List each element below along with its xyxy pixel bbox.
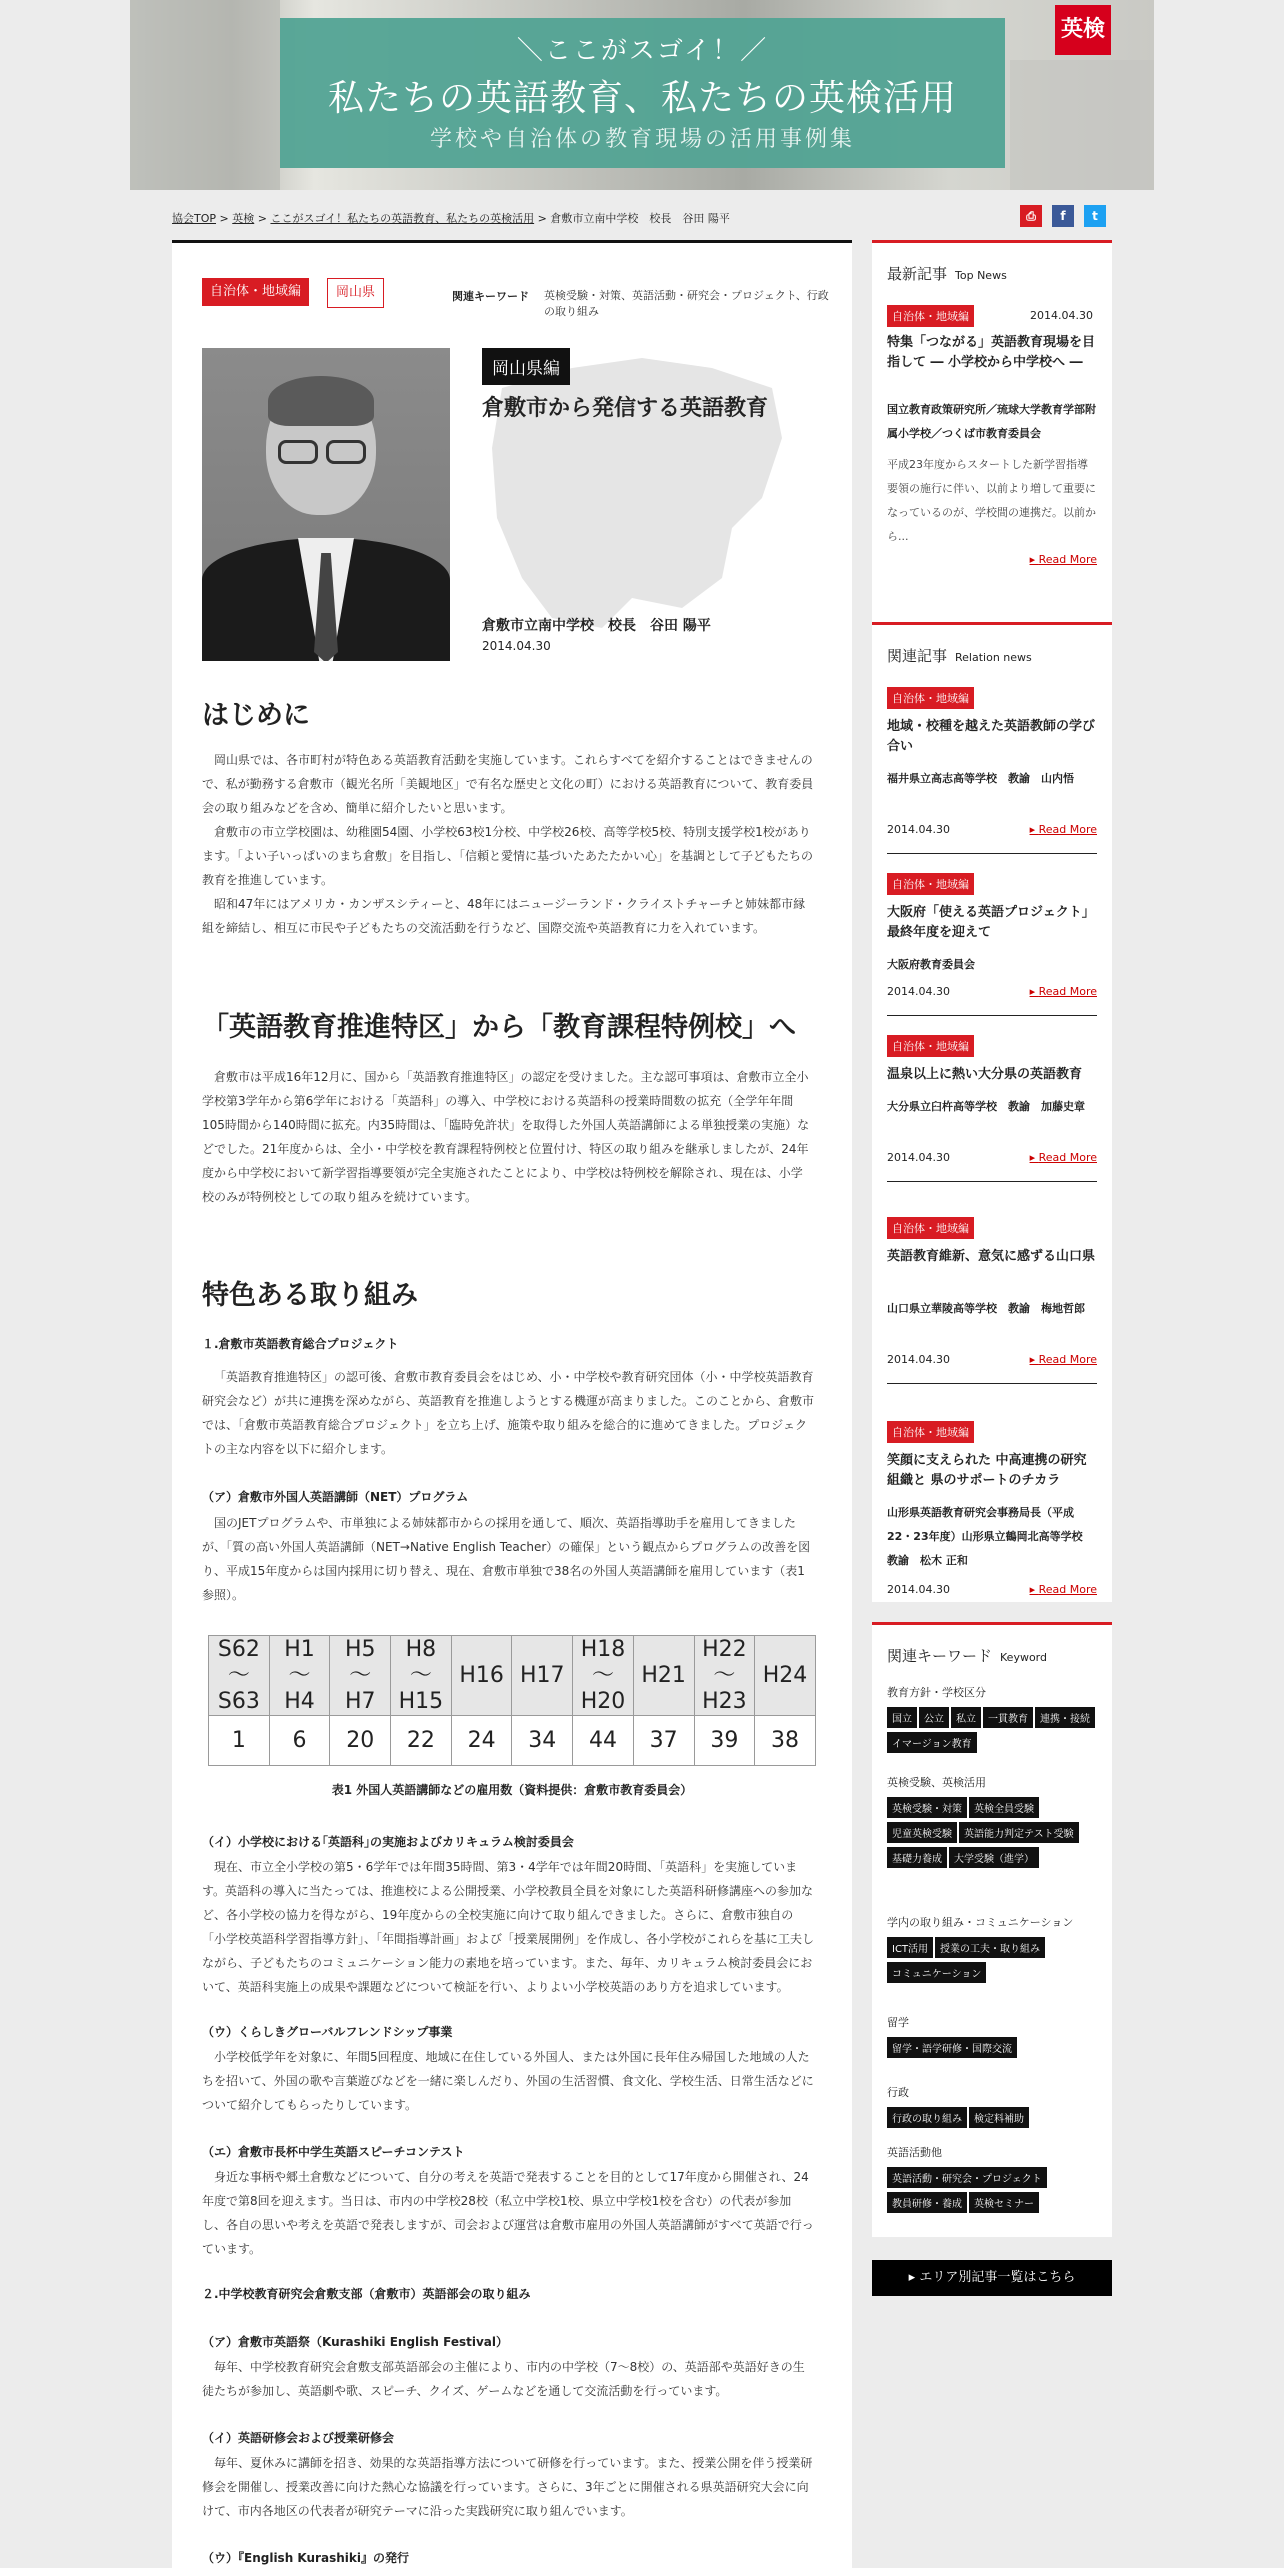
related-title[interactable]: 大阪府「使える英語プロジェクト」最終年度を迎えて xyxy=(887,905,1095,940)
keywords-text: 英検受験・対策、英語活動・研究会・プロジェクト、行政の取り組み xyxy=(544,289,829,318)
staff-table xyxy=(208,1635,816,1766)
keyword-chip[interactable]: 大学受験（進学） xyxy=(949,1847,1039,1868)
subsection-heading: （イ）英語研修会および授業研修会 xyxy=(202,2431,395,2445)
section-text: 倉敷市は平成16年12月に、国から「英語教育推進特区」の認定を受けました。主な認可事項は、倉敷市立全小学校第3学年から第6学年における「英語科」の導入、中学校における英語科の授業時間数の拡充（全学年年間105時間から140時間に拡充。内35時間は、「臨時免許状」を取得した外国人英語講師による単独授業の実施）などでした。21年度からは、全小・中学校を教育課程特例校と位置付け、特区の取り組みを継承しましたが、24年度から中学校において新学習指導要領が完全実施されたことにより、中学校は特例校を解除され、現在は、小学校のみが特例校としての取り組みを続けています。 xyxy=(202,1070,810,1204)
table-year-cell xyxy=(755,1636,816,1716)
keyword-chip[interactable]: 英語活動・研究会・プロジェクト xyxy=(887,2167,1047,2188)
table-value-cell: 22 xyxy=(391,1716,452,1766)
table-value-cell: 1 xyxy=(209,1716,270,1766)
year-text: H7 xyxy=(344,1688,376,1714)
banner-photo xyxy=(1010,60,1154,190)
related-sub: 福井県立高志高等学校 教諭 山内悟 xyxy=(887,772,1074,785)
subsection-heading: ２.中学校教育研究会倉敷支部（倉敷市）英語部会の取り組み xyxy=(202,2287,531,2301)
breadcrumb-link[interactable]: 協会TOP xyxy=(172,212,217,225)
banner-subtitle: 学校や自治体の教育現場の活用事例集 xyxy=(429,127,855,152)
keyword-chip[interactable]: ICT活用 xyxy=(887,1937,933,1958)
year-text: H16 xyxy=(459,1662,504,1688)
table-year-cell xyxy=(209,1636,270,1716)
subsection-heading: （ウ）『English Kurashiki』の発行 xyxy=(202,2551,409,2565)
keyword-group-label: 学内の取り組み・コミュニケーション xyxy=(887,1916,1074,1929)
year-text: 〜 xyxy=(591,1662,614,1688)
keyword-group-label: 留学 xyxy=(887,2016,909,2029)
table-value-cell: 38 xyxy=(755,1716,816,1766)
keyword-chip[interactable]: 検定料補助 xyxy=(969,2107,1029,2128)
article-title: 倉敷市から発信する英語教育 xyxy=(482,396,769,421)
keywords-heading: 関連キーワード Keyword xyxy=(887,1647,1047,1665)
year-text: 〜 xyxy=(349,1662,372,1688)
related-read-more[interactable]: ▸ Read More xyxy=(1030,1151,1097,1164)
related-date: 2014.04.30 xyxy=(887,823,950,836)
section-heading: 「英語教育推進特区」から「教育課程特例校」へ xyxy=(202,1012,796,1043)
related-news-card xyxy=(872,622,1112,1602)
year-text: H18 xyxy=(580,1636,626,1662)
year-text: H15 xyxy=(398,1688,444,1714)
table-year-cell xyxy=(330,1636,391,1716)
area-list-button[interactable]: ▸ エリア別記事一覧はこちら xyxy=(872,2260,1112,2296)
latest-sub: 国立教育政策研究所／琉球大学教育学部附属小学校／つくば市教育委員会 xyxy=(887,403,1096,440)
keyword-chip[interactable]: 授業の工夫・取り組み xyxy=(935,1937,1045,1958)
latest-text: 平成23年度からスタートした新学習指導要領の施行に伴い、以前より増して重要になっているのが、学校間の連携だ。以前から... xyxy=(887,458,1096,543)
related-tag[interactable]: 自治体・地域編 xyxy=(887,873,974,895)
table-value-cell: 39 xyxy=(694,1716,755,1766)
related-date: 2014.04.30 xyxy=(887,985,950,998)
banner-title: 私たちの英語教育、私たちの英検活用 xyxy=(327,78,957,119)
author-photo xyxy=(202,348,450,661)
hero-banner xyxy=(130,0,1154,190)
year-text: H5 xyxy=(344,1636,376,1662)
table-value-cell: 6 xyxy=(269,1716,330,1766)
related-title[interactable]: 笑顔に支えられた 中高連携の研究組織と 県のサポートのチカラ xyxy=(887,1453,1087,1488)
eiken-logo[interactable]: 英検 xyxy=(1055,5,1111,55)
article xyxy=(172,240,852,2568)
keyword-group xyxy=(887,1915,1102,1987)
table-year-cell xyxy=(633,1636,694,1716)
table-value-cell: 34 xyxy=(512,1716,573,1766)
year-text: H22 xyxy=(702,1636,747,1662)
breadcrumb-link[interactable]: ここがスゴイ！私たちの英語教育、私たちの英検活用 xyxy=(270,212,535,225)
related-tag[interactable]: 自治体・地域編 xyxy=(887,1217,974,1239)
latest-read-more[interactable]: ▸ Read More xyxy=(1030,553,1097,566)
year-text: H8 xyxy=(405,1636,437,1662)
table-year-cell xyxy=(512,1636,573,1716)
table-value-cell: 24 xyxy=(451,1716,512,1766)
keyword-chip[interactable]: 連携・接続 xyxy=(1035,1707,1095,1728)
year-text: 〜 xyxy=(227,1662,250,1688)
year-text: H17 xyxy=(520,1662,565,1688)
subsection-heading: （イ）小学校における｢英語科｣の実施およびカリキュラム検討委員会 xyxy=(202,1835,574,1849)
related-sub: 山形県英語教育研究会事務局長（平成22・23年度）山形県立鶴岡北高等学校 教諭 松木 正和 xyxy=(887,1506,1094,1567)
subsection-heading: （エ）倉敷市長杯中学生英語スピーチコンテスト xyxy=(202,2145,465,2159)
prefecture-badge: 岡山県編 xyxy=(482,348,570,385)
section-text: 身近な事柄や郷土倉敷などについて、自分の考えを英語で発表することを目的として17年度から開催され、24年度で第8回を迎えます。当日は、市内の中学校28校（私立中学校1校、県立中学校1校を含む）の代表が参加し、各自の思いや考えを英語で発表しますが、司会および運営は倉敷市雇用の外国人英語講師がすべて英語で行っています。 xyxy=(202,2170,814,2256)
table-caption: 表1 外国人英語講師などの雇用数（資料提供：倉敷市教育委員会） xyxy=(331,1783,693,1797)
article-author: 倉敷市立南中学校 校長 谷田 陽平 xyxy=(482,618,711,634)
year-text: 〜 xyxy=(713,1662,736,1688)
related-title[interactable]: 地域・校種を越えた英語教師の学び合い xyxy=(887,719,1096,754)
section-text: 毎年、夏休みに講師を招き、効果的な英語指導方法について研修を行っています。また、授業公開を伴う授業研修会を開催し、授業改善に向けた熱心な協議を行っています。さらに、3年ごとに開催される県英語研究大会に向けて、市内各地区の代表者が研究テーマに沿った実践研究に取り組んでいます。 xyxy=(202,2456,813,2518)
divider xyxy=(887,1383,1097,1384)
keyword-chip[interactable]: 公立 xyxy=(919,1707,949,1728)
related-heading: 関連記事 Relation news xyxy=(887,647,1032,665)
year-text: H4 xyxy=(284,1688,315,1714)
section-heading: はじめに xyxy=(202,700,310,731)
keyword-chip[interactable]: 留学・語学研修・国際交流 xyxy=(887,2037,1017,2058)
keyword-group xyxy=(887,2145,1102,2217)
table-value-cell: 20 xyxy=(330,1716,391,1766)
keyword-chip[interactable]: 基礎力養成 xyxy=(887,1847,947,1868)
category-tag[interactable]: 自治体・地域編 xyxy=(202,278,309,306)
article-date: 2014.04.30 xyxy=(482,639,551,653)
table-year-cell xyxy=(573,1636,634,1716)
latest-title[interactable]: 特集「つながる」英語教育現場を目指して ― 小学校から中学校へ ― xyxy=(887,335,1096,370)
related-date: 2014.04.30 xyxy=(887,1583,950,1596)
keyword-group xyxy=(887,1775,1102,1872)
subsection-heading: １.倉敷市英語教育総合プロジェクト xyxy=(202,1337,399,1351)
year-text: S63 xyxy=(217,1688,260,1714)
keyword-chip[interactable]: 国立 xyxy=(887,1707,917,1728)
section-text: 岡山県では、各市町村が特色ある英語教育活動を実施しています。これらすべてを紹介することはできませんので、私が勤務する倉敷市（観光名所「美観地区」で有名な歴史と文化の町）における英語教育について、教育委員会の取り組みなどを含め、簡単に紹介したいと思います。 倉敷市の市立学校園は、幼稚園54園、小学校63校1分校、中学校26校、高等学校5校、特別支援学校1校があります。「よい子いっぱいのまち倉敷」を目指し、「信頼と愛情に基づいたあたたかい心」を基調として子どもたちの教育を推進しています。 昭和47年にはアメリカ・カンザスシティーと、48年にはニュージーランド・クライストチャーチと姉妹都市縁組を締結し、相互に市民や子どもたちの交流活動を行うなど、国際交流や英語教育に力を入れています。 xyxy=(202,753,814,935)
breadcrumb-link[interactable]: 英検 xyxy=(232,212,255,225)
latest-date: 2014.04.30 xyxy=(1030,309,1093,322)
keyword-chip[interactable]: 英検全員受験 xyxy=(969,1797,1039,1818)
keyword-chip[interactable]: 教員研修・養成 xyxy=(887,2192,967,2213)
related-date: 2014.04.30 xyxy=(887,1353,950,1366)
twitter-icon[interactable]: t xyxy=(1084,205,1106,227)
year-text: S62 xyxy=(217,1636,260,1662)
print-icon[interactable]: ⎙ xyxy=(1020,205,1042,227)
prefecture-tag[interactable]: 岡山県 xyxy=(327,278,384,308)
keyword-group-label: 英検受験、英検活用 xyxy=(887,1776,986,1789)
section-text: 毎年、中学校教育研究会倉敷支部英語部会の主催により、市内の中学校（7〜8校）の、英語部や英語好きの生徒たちが参加し、英語劇や歌、スピーチ、クイズ、ゲームなどを通して交流活動を行っています。 xyxy=(202,2360,805,2398)
subsection-heading: （ア）倉敷市外国人英語講師（NET）プログラム xyxy=(202,1490,469,1504)
keyword-chip[interactable]: 一貫教育 xyxy=(983,1707,1033,1728)
section-heading: 特色ある取り組み xyxy=(202,1280,418,1311)
keyword-chip[interactable]: イマージョン教育 xyxy=(887,1732,977,1753)
year-text: H23 xyxy=(702,1688,747,1714)
related-date: 2014.04.30 xyxy=(887,1151,950,1164)
keyword-group-label: 英語活動他 xyxy=(887,2146,942,2159)
table-year-cell xyxy=(269,1636,330,1716)
keyword-group-label: 行政 xyxy=(887,2086,909,2099)
keyword-chip[interactable]: 行政の取り組み xyxy=(887,2107,967,2128)
related-title[interactable]: 英語教育維新、意気に感ずる山口県 xyxy=(887,1249,1096,1264)
latest-news-card xyxy=(872,240,1112,640)
table-year-cell xyxy=(451,1636,512,1716)
related-read-more[interactable]: ▸ Read More xyxy=(1030,823,1097,836)
subsection-heading: （ア）倉敷市英語祭（Kurashiki English Festival） xyxy=(202,2335,509,2349)
related-read-more[interactable]: ▸ Read More xyxy=(1030,1353,1097,1366)
related-read-more[interactable]: ▸ Read More xyxy=(1030,1583,1097,1596)
related-tag[interactable]: 自治体・地域編 xyxy=(887,687,974,709)
facebook-icon[interactable]: f xyxy=(1052,205,1074,227)
keywords-label: 関連キーワード xyxy=(452,290,529,303)
banner-catch: ＼ここがスゴイ！／ xyxy=(516,36,769,66)
related-sub: 大分県立臼杵高等学校 教諭 加藤史章 xyxy=(887,1100,1085,1113)
keywords-card xyxy=(872,1622,1112,2237)
section-text: 「英語教育推進特区」の認可後、倉敷市教育委員会をはじめ、小・中学校や教育研究団体（小・中学校英語教育研究会など）が共に連携を深めながら、英語教育を推進しようとする機運が高まりました。このことから、倉敷市では、「倉敷市英語教育総合プロジェクト」を立ち上げ、施策や取り組みを総合的に進めてきました。プロジェクトの主な内容を以下に紹介します。 xyxy=(202,1370,815,1456)
related-sub: 大阪府教育委員会 xyxy=(887,958,975,971)
keyword-chip[interactable]: コミュニケーション xyxy=(887,1962,986,1983)
section-text: 国のJETプログラムや、市単独による姉妹都市からの採用を通して、順次、英語指導助手を雇用してきましたが、「質の高い外国人英語講師（NET→Native English Teacher）の確保」という観点からプログラムの改善を図り、平成15年度からは国内採用に切り替え、現在、倉敷市単独で38名の外国人英語講師を雇用しています（表1参照）。 xyxy=(202,1516,811,1602)
keyword-group xyxy=(887,1685,1102,1757)
section-text: 小学校低学年を対象に、年間5回程度、地域に在住している外国人、または外国に長年住み帰国した地域の人たちを招いて、外国の歌や言葉遊びなどを一緒に楽しんだり、外国の生活習慣、食文化、学校生活、日常生活などについて紹介してもらったりしています。 xyxy=(202,2050,814,2112)
related-tag[interactable]: 自治体・地域編 xyxy=(887,1421,974,1443)
keyword-chip[interactable]: 英検セミナー xyxy=(969,2192,1039,2213)
table-value-cell: 37 xyxy=(633,1716,694,1766)
year-text: H20 xyxy=(580,1688,626,1714)
related-title[interactable]: 温泉以上に熱い大分県の英語教育 xyxy=(887,1067,1083,1082)
latest-tag[interactable]: 自治体・地域編 xyxy=(887,305,974,327)
year-text: H24 xyxy=(762,1662,808,1688)
year-text: 〜 xyxy=(288,1662,311,1688)
banner-photo xyxy=(130,0,280,190)
keyword-chip[interactable]: 児童英検受験 xyxy=(887,1822,957,1843)
divider xyxy=(887,853,1097,854)
keyword-chip[interactable]: 私立 xyxy=(951,1707,981,1728)
related-read-more[interactable]: ▸ Read More xyxy=(1030,985,1097,998)
year-text: H1 xyxy=(284,1636,315,1662)
breadcrumb: 協会TOP > 英検 > ここがスゴイ！私たちの英語教育、私たちの英検活用 > 倉敷市立南中学校 校長 谷田 陽平 xyxy=(172,212,730,225)
latest-heading: 最新記事 Top News xyxy=(887,265,1007,283)
keyword-group xyxy=(887,2085,1102,2132)
table-year-cell xyxy=(694,1636,755,1716)
year-text: 〜 xyxy=(409,1662,432,1688)
table-year-cell xyxy=(391,1636,452,1716)
breadcrumb-current: 倉敷市立南中学校 校長 谷田 陽平 xyxy=(550,212,730,225)
divider xyxy=(887,1181,1097,1182)
year-text: H21 xyxy=(641,1662,686,1688)
subsection-heading: （ウ）くらしきグローバルフレンドシップ事業 xyxy=(202,2025,453,2039)
keyword-chip[interactable]: 英検受験・対策 xyxy=(887,1797,967,1818)
keyword-group-label: 教育方針・学校区分 xyxy=(887,1686,986,1699)
related-tag[interactable]: 自治体・地域編 xyxy=(887,1035,974,1057)
table-value-cell: 44 xyxy=(573,1716,634,1766)
related-sub: 山口県立華陵高等学校 教諭 梅地哲郎 xyxy=(887,1302,1085,1315)
divider xyxy=(887,1015,1097,1016)
keyword-chip[interactable]: 英語能力判定テスト受験 xyxy=(959,1822,1079,1843)
section-text: 現在、市立全小学校の第5・6学年では年間35時間、第3・4学年では年間20時間、「英語科」を実施しています。英語科の導入に当たっては、推進校による公開授業、小学校教員全員を対象にした英語科研修講座への参加など、各小学校の協力を得ながら、19年度からの全校実施に向けて取り組んできました。さらに、倉敷市独自の「小学校英語科学習指導方針」、「年間指導計画」および「授業展開例」を作成し、各小学校がこれらを基に工夫しながら、子どもたちのコミュニケーション能力の素地を培っています。また、毎年、カリキュラム検討委員会において、英語科実施上の成果や課題などについて検証を行い、よりよい小学校英語のあり方を追求しています。 xyxy=(202,1860,815,1994)
keyword-group xyxy=(887,2015,1102,2062)
